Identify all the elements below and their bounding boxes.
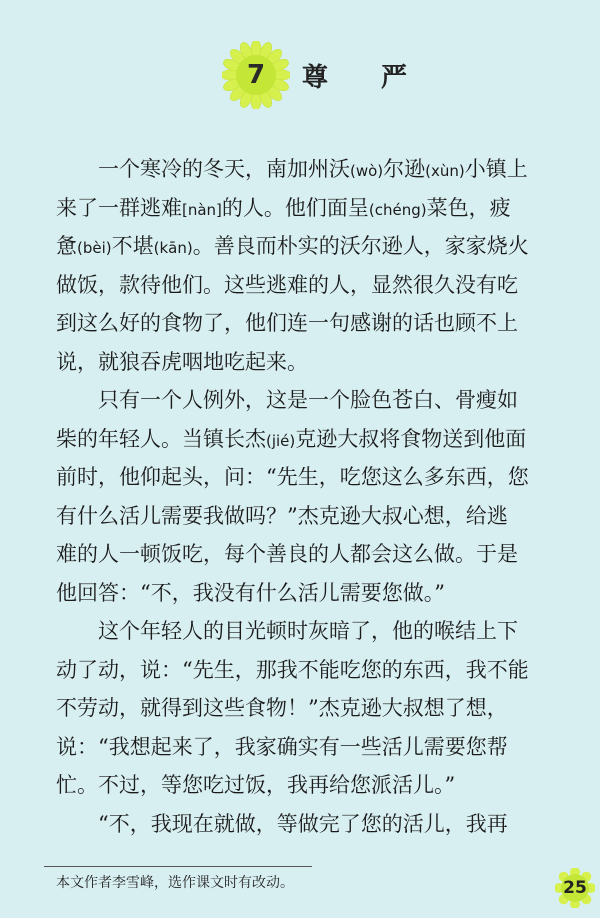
footnote-divider — [44, 866, 312, 867]
text-line: 动了动，说：“先生，那我不能吃您的东西，我不能 — [56, 657, 529, 682]
paragraph-1 — [56, 150, 566, 381]
text-line: 他回答：“不，我没有什么活儿需要您做。” — [56, 580, 445, 605]
page-number-badge — [555, 868, 595, 908]
text-line: 难的人一顿饭吃，每个善良的人都会这么做。于是 — [56, 542, 518, 566]
text-line: “不，我现在就做，等做完了您的活儿，我再 — [98, 811, 508, 836]
sun-badge-icon — [222, 41, 290, 109]
text-line: 不劳动，就得到这些食物！”杰克逊大叔想了想， — [56, 696, 508, 720]
page-number: 25 — [563, 878, 587, 898]
text-line: 惫(bèi)不堪(kān)。善良而朴实的沃尔逊人，家家烧火 — [56, 234, 529, 258]
paragraph-2 — [56, 381, 566, 612]
text-line: 说：“我想起来了，我家确实有一些活儿需要您帮 — [56, 734, 508, 759]
lesson-number: 7 — [246, 60, 266, 90]
text-line: 前时，他仰起头，问：“先生，吃您这么多东西，您 — [56, 465, 529, 489]
text-line: 到这么好的食物了，他们连一句感谢的话也顾不上 — [56, 311, 518, 335]
text-line: 这个年轻人的目光顿时灰暗了，他的喉结上下 — [98, 619, 518, 643]
paragraph-4 — [56, 805, 566, 844]
text-line: 柴的年轻人。当镇长杰(jié)克逊大叔将食物送到他面 — [56, 426, 527, 451]
text-line: 有什么活儿需要我做吗？”杰克逊大叔心想，给逃 — [56, 503, 508, 528]
text-line: 忙。不过，等您吃过饭，我再给您派活儿。” — [56, 773, 456, 797]
lesson-body — [56, 150, 566, 843]
text-line: 来了一群逃难[nàn]的人。他们面呈(chéng)菜色，疲 — [56, 195, 511, 220]
text-line: 只有一个人例外，这是一个脸色苍白、骨瘦如 — [98, 388, 518, 412]
paragraph-3 — [56, 612, 566, 805]
footnote: 本文作者李雪峰，选作课文时有改动。 — [56, 875, 294, 891]
lesson-title: 尊 严 — [302, 62, 430, 93]
text-line: 说，就狼吞虎咽地吃起来。 — [56, 349, 308, 374]
text-line: 一个寒冷的冬天，南加州沃(wò)尔逊(xùn)小镇上 — [98, 157, 528, 181]
text-line: 做饭，款待他们。这些逃难的人，显然很久没有吃 — [56, 272, 518, 297]
lesson-header — [222, 40, 429, 110]
